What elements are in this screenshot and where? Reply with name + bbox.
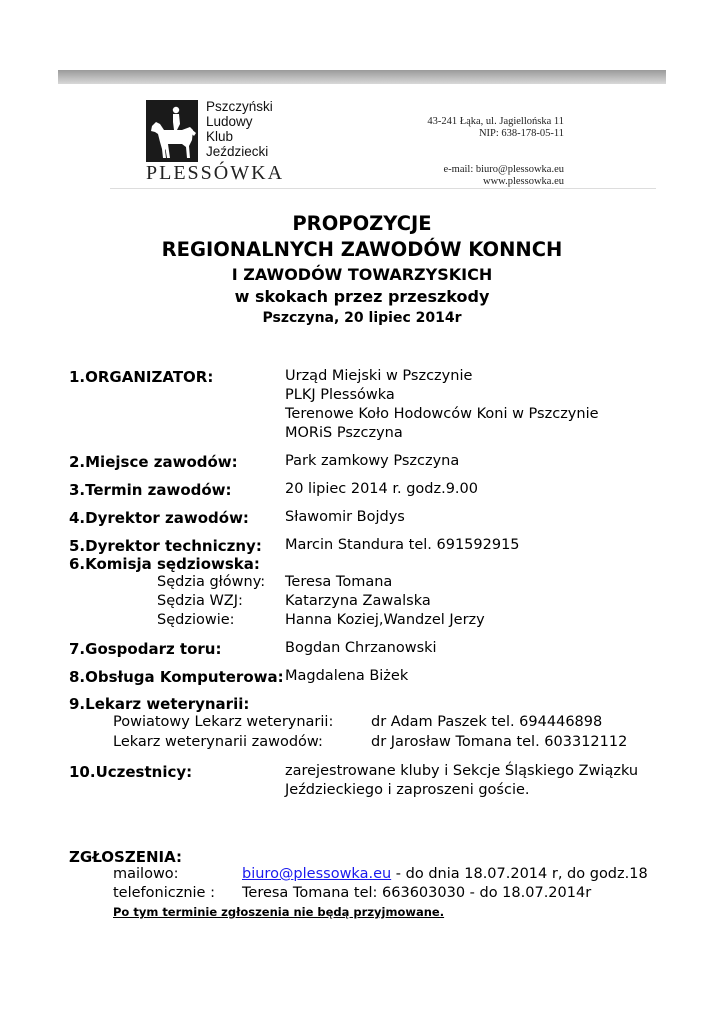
organizer-line: MORiS Pszczyna bbox=[285, 425, 403, 441]
entries-mail-line bbox=[242, 866, 648, 882]
club-nip: NIP: 638-178-05-11 bbox=[478, 128, 564, 139]
venue-label: 2.Miejsce zawodów: bbox=[69, 453, 238, 471]
tech-director-value: Marcin Standura tel. 691592915 bbox=[285, 537, 520, 553]
computer-label: 8.Obsługa Komputerowa: bbox=[69, 668, 284, 686]
club-email: e-mail: biuro@plessowka.eu bbox=[443, 164, 564, 175]
vet-label: 9.Lekarz weterynarii: bbox=[69, 695, 250, 713]
club-name-line-3: Klub bbox=[206, 129, 234, 144]
date-label: 3.Termin zawodów: bbox=[69, 481, 232, 499]
jury-name: Hanna Koziej,Wandzel Jerzy bbox=[285, 612, 485, 628]
letterhead-rule bbox=[110, 188, 656, 189]
entries-mail-label: mailowo: bbox=[113, 866, 179, 882]
vet-name: dr Adam Paszek tel. 694446898 bbox=[371, 714, 603, 730]
organizer-line: Urząd Miejski w Pszczynie bbox=[285, 368, 473, 384]
jury-name: Katarzyna Zawalska bbox=[285, 593, 431, 609]
jury-label: 6.Komisja sędziowska: bbox=[69, 555, 260, 573]
doc-title-2: REGIONALNYCH ZAWODÓW KONNCH bbox=[161, 238, 563, 261]
venue-value: Park zamkowy Pszczyna bbox=[285, 453, 460, 469]
email-link[interactable]: biuro@plessowka.eu bbox=[242, 866, 392, 882]
entries-deadline-note: Po tym terminie zgłoszenia nie będą przyjmowane. bbox=[113, 905, 445, 919]
course-label: 7.Gospodarz toru: bbox=[69, 640, 222, 658]
club-name-line-4: Jeździecki bbox=[206, 144, 269, 159]
director-label: 4.Dyrektor zawodów: bbox=[69, 509, 249, 527]
vet-role: Lekarz weterynarii zawodów: bbox=[113, 734, 323, 750]
doc-date-place: Pszczyna, 20 lipiec 2014r bbox=[262, 310, 462, 326]
doc-subtitle-2: w skokach przez przeszkody bbox=[234, 287, 490, 306]
doc-subtitle-1: I ZAWODÓW TOWARZYSKICH bbox=[231, 265, 493, 284]
club-name-line-1: Pszczyński bbox=[206, 99, 273, 114]
course-value: Bogdan Chrzanowski bbox=[285, 640, 437, 656]
entries-phone-label: telefonicznie : bbox=[113, 885, 215, 901]
entries-mail-deadline: - do dnia 18.07.2014 r, do godz.18 bbox=[391, 866, 648, 882]
director-value: Sławomir Bojdys bbox=[285, 509, 405, 525]
jury-role: Sędzia główny: bbox=[157, 574, 266, 590]
jury-role: Sędzia WZJ: bbox=[157, 593, 243, 609]
doc-title: PROPOZYCJE bbox=[292, 212, 432, 235]
participants-line: zarejestrowane kluby i Sekcje Śląskiego Związku bbox=[285, 763, 639, 779]
jury-role: Sędziowie: bbox=[157, 612, 235, 628]
tech-director-label: 5.Dyrektor techniczny: bbox=[69, 537, 262, 555]
jury-name: Teresa Tomana bbox=[285, 574, 393, 590]
club-name-line-2: Ludowy bbox=[206, 114, 253, 129]
horse-rider-icon bbox=[146, 100, 202, 164]
computer-value: Magdalena Biżek bbox=[285, 668, 409, 684]
organizer-line: Terenowe Koło Hodowców Koni w Pszczynie bbox=[285, 406, 599, 422]
date-value: 20 lipiec 2014 r. godz.9.00 bbox=[285, 481, 478, 497]
club-brand: PLESSÓWKA bbox=[146, 162, 285, 184]
club-address: 43-241 Łąka, ul. Jagiellońska 11 bbox=[427, 116, 564, 127]
vet-role: Powiatowy Lekarz weterynarii: bbox=[113, 714, 334, 730]
participants-label: 10.Uczestnicy: bbox=[69, 763, 193, 781]
entries-phone-value: Teresa Tomana tel: 663603030 - do 18.07.2014r bbox=[242, 885, 592, 901]
organizer-line: PLKJ Plessówka bbox=[285, 387, 395, 403]
vet-name: dr Jarosław Tomana tel. 603312112 bbox=[371, 734, 628, 750]
organizer-label: 1.ORGANIZATOR: bbox=[69, 368, 214, 386]
letterhead-bar bbox=[58, 70, 666, 84]
entries-label: ZGŁOSZENIA: bbox=[69, 848, 182, 866]
participants-line: Jeździeckiego i zaproszeni goście. bbox=[285, 782, 530, 798]
club-website: www.plessowka.eu bbox=[483, 176, 564, 187]
